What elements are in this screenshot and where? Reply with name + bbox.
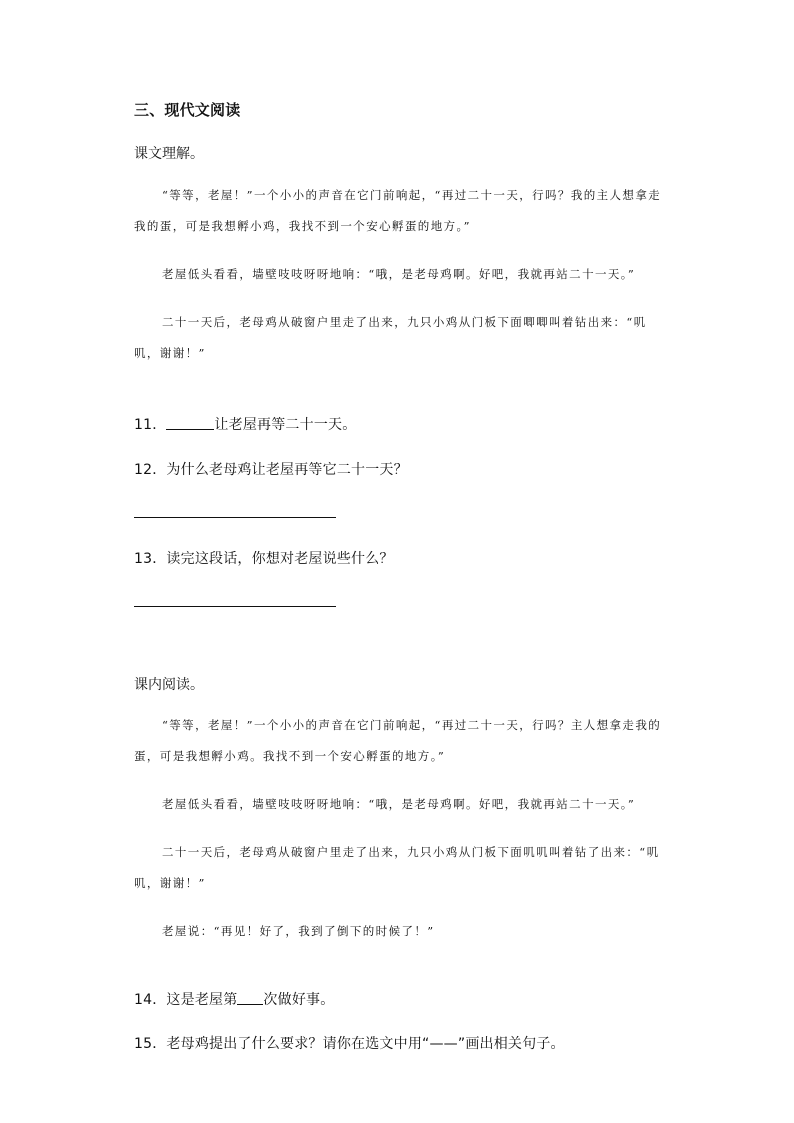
question-13 <box>134 548 794 568</box>
part1-paragraph-2: 老屋低头看看，墙壁吱吱呀呀地响：“哦，是老母鸡啊。好吧，我就再站二十一天。” <box>162 267 636 281</box>
question-12-text: 为什么老母鸡让老屋再等它二十一天？ <box>166 462 408 478</box>
part2-paragraph-2: 老屋低头看看，墙壁吱吱呀呀地响：“哦，是老母鸡啊。好吧，我就再站二十一天。” <box>162 797 636 811</box>
section-title: 三、现代文阅读 <box>134 101 241 119</box>
part2-label: 课内阅读。 <box>134 677 204 693</box>
question-12 <box>134 459 794 479</box>
question-13-number: 13． <box>134 551 167 567</box>
question-14 <box>134 989 794 1009</box>
part1-label: 课文理解。 <box>134 146 204 162</box>
question-15-text: 老母鸡提出了什么要求？请你在选文中用“——”画出相关句子。 <box>166 1036 565 1052</box>
question-15 <box>134 1033 794 1053</box>
question-12-answer-line[interactable] <box>134 517 336 518</box>
part1-passage <box>134 180 668 386</box>
part2-paragraph-1: “等等，老屋！”一个小小的声音在它门前响起，“再过二十一天，行吗？主人想拿走我的蛋，可是我想孵小鸡。我找不到一个安心孵蛋的地方。” <box>134 718 662 763</box>
question-14-after: 次做好事。 <box>263 992 335 1008</box>
question-13-answer-line[interactable] <box>134 606 336 607</box>
question-11-number: 11． <box>134 417 167 433</box>
question-13-text: 读完这段话，你想对老屋说些什么？ <box>166 551 394 567</box>
question-14-blank[interactable] <box>237 990 263 1005</box>
question-11 <box>134 414 794 434</box>
part2-paragraph-4: 老屋说：“再见！好了，我到了倒下的时候了！” <box>162 924 435 938</box>
question-12-number: 12． <box>134 462 167 478</box>
question-11-blank[interactable] <box>166 415 214 430</box>
part1-paragraph-3: 二十一天后，老母鸡从破窗户里走了出来，九只小鸡从门板下面唧唧叫着钻出来：“叽叽，谢谢！” <box>134 315 647 360</box>
question-14-before: 这是老屋第 <box>166 992 238 1008</box>
part2-paragraph-3: 二十一天后，老母鸡从破窗户里走了出来，九只小鸡从门板下面叽叽叫着钻了出来：“叽叽，谢谢！” <box>134 845 660 890</box>
part2-passage <box>134 710 668 964</box>
question-15-number: 15． <box>134 1036 167 1052</box>
part1-paragraph-1: “等等，老屋！”一个小小的声音在它门前响起，“再过二十一天，行吗？我的主人想拿走我的蛋，可是我想孵小鸡，我找不到一个安心孵蛋的地方。” <box>134 188 662 233</box>
question-14-number: 14． <box>134 992 167 1008</box>
question-11-text: 让老屋再等二十一天。 <box>214 417 357 433</box>
